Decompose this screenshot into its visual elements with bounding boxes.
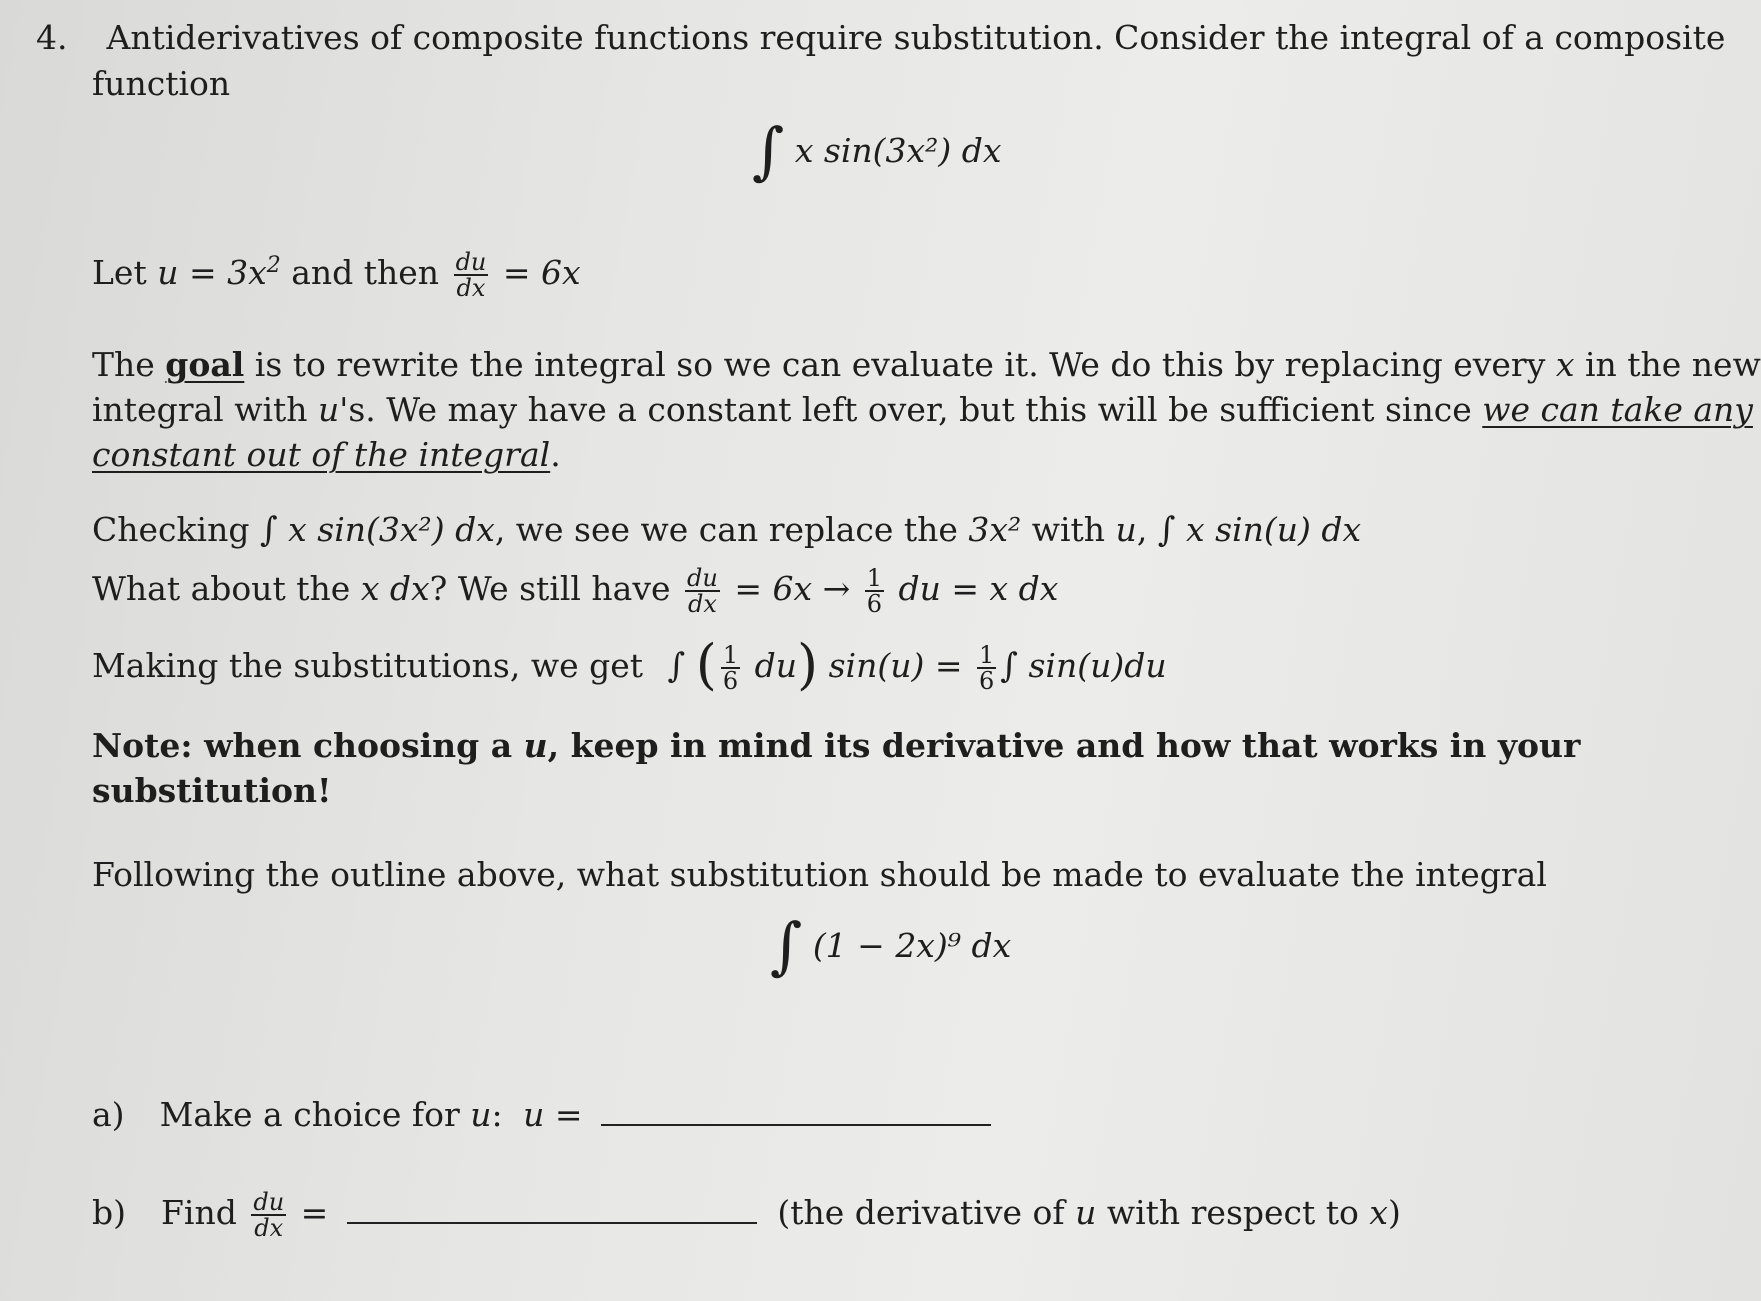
note-line1: Note: when choosing a u, keep in mind its derivative and how that works in your xyxy=(92,726,1581,765)
let-u-expr: $u = 3x^2$ xyxy=(157,253,281,292)
integral-expression-1: x sin(3x²) dx xyxy=(794,131,1002,170)
let-and-then: and then xyxy=(291,253,440,292)
part-a: a) Make a choice for u: u = xyxy=(92,1095,991,1135)
one-sixth-fraction-3: $\frac{1}{6}$ xyxy=(978,641,995,695)
goal-line2: integral with u's. We may have a constant left over, but this will be sufficient since we can take any xyxy=(92,390,1753,429)
underlined-phrase-1: we can take any xyxy=(1482,390,1753,429)
note-line2: substitution! xyxy=(92,771,332,810)
answer-blank-u[interactable] xyxy=(601,1124,991,1126)
problem-number: 4. xyxy=(36,18,68,57)
du-dx-fraction: $\frac{du}{dx}$ xyxy=(455,248,487,302)
du-dx-fraction-2: $\frac{du}{dx}$ xyxy=(687,564,718,618)
du-dx-fraction-3: $\frac{du}{dx}$ xyxy=(253,1188,285,1242)
goal-line1: The goal is to rewrite the integral so we can evaluate it. We do this by replacing every x in the new xyxy=(92,345,1761,384)
let-text: Let xyxy=(92,253,147,292)
answer-blank-derivative[interactable] xyxy=(347,1222,757,1224)
integral-display-2 xyxy=(770,905,1012,982)
making-line: Making the substitutions, we get ∫ ( $\frac{1}{6}$ du) sin(u) = $\frac{1}{6}$ ∫ sin(u)du xyxy=(92,633,1167,696)
let-line xyxy=(92,250,581,300)
what-about-line: What about the x dx? We still have $\frac{du}{dx}$ = 6x → $\frac{1}{6}$ du = x dx xyxy=(92,564,1059,618)
goal-line3: constant out of the integral. xyxy=(92,435,561,474)
part-b: b) Find $\frac{du}{dx}$ = (the derivative of u with respect to x) xyxy=(92,1188,1401,1242)
checking-line: Checking ∫ x sin(3x²) dx, we see we can replace the 3x² with u, ∫ x sin(u) dx xyxy=(92,510,1362,550)
one-sixth-fraction: $\frac{1}{6}$ xyxy=(866,564,883,618)
problem-intro-line1 xyxy=(36,18,1725,58)
integral-display-1 xyxy=(752,110,1002,187)
underlined-phrase-2: constant out of the integral xyxy=(92,435,551,474)
following-line: Following the outline above, what substitution should be made to evaluate the integral xyxy=(92,855,1547,894)
integral-sign-2: ∫ xyxy=(770,909,803,982)
goal-word: goal xyxy=(165,345,245,384)
part-b-label: b) xyxy=(92,1193,126,1232)
intro-text-1: Antiderivatives of composite functions require substitution. Consider the integral of a composite xyxy=(106,18,1726,57)
one-sixth-fraction-2: $\frac{1}{6}$ xyxy=(722,641,739,695)
part-a-label: a) xyxy=(92,1095,125,1134)
let-rhs: = 6x xyxy=(502,253,581,292)
integral-expression-2: (1 − 2x)⁹ dx xyxy=(812,926,1012,965)
intro-text-2: function xyxy=(92,64,231,103)
integral-sign: ∫ xyxy=(752,114,785,187)
